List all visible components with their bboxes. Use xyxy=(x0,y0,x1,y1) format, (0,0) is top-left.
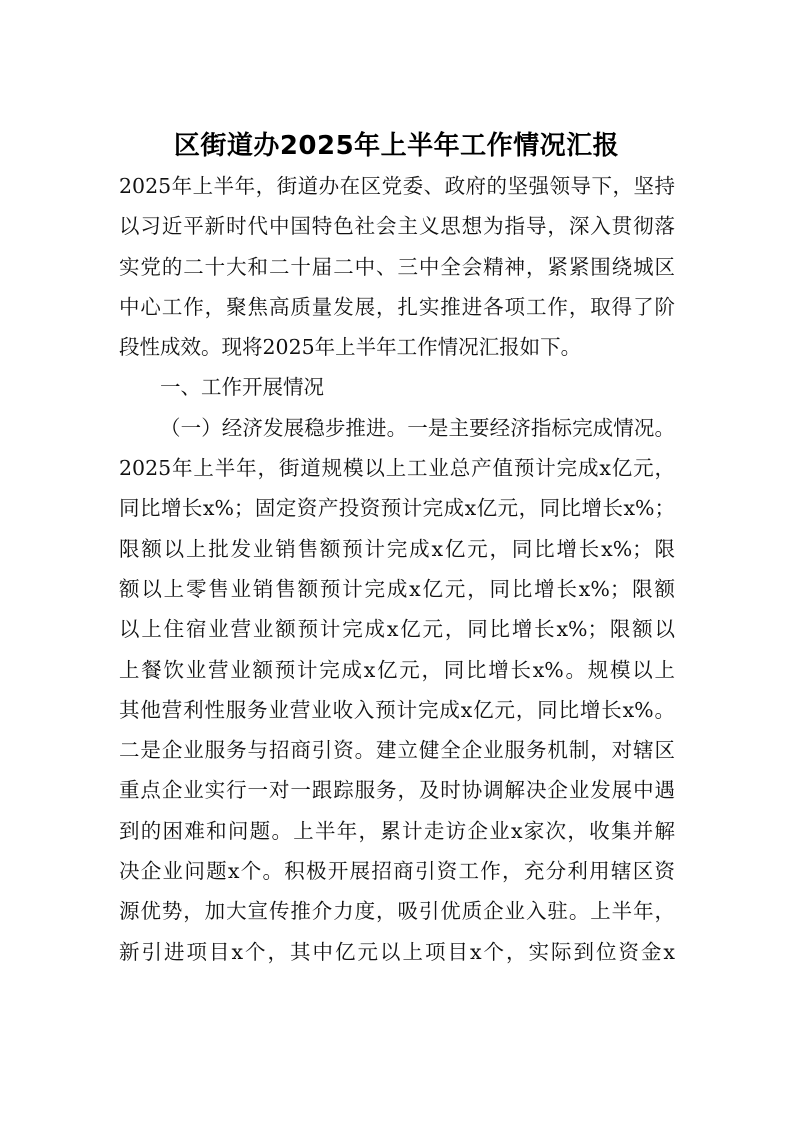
section-heading: 一、工作开展情况 xyxy=(160,375,324,400)
paragraph-line: 以上住宿业营业额预计完成x亿元，同比增长x%；限额以 xyxy=(119,617,675,642)
paragraph-line: 重点企业实行一对一跟踪服务，及时协调解决企业发展中遇 xyxy=(119,778,675,803)
paragraph-line: 以习近平新时代中国特色社会主义思想为指导，深入贯彻落 xyxy=(119,214,675,239)
paragraph-line: 源优势，加大宣传推介力度，吸引优质企业入驻。上半年， xyxy=(119,899,675,924)
document-body xyxy=(119,166,675,972)
paragraph-line: 中心工作，聚焦高质量发展，扎实推进各项工作，取得了阶 xyxy=(119,294,675,319)
paragraph-line: 限额以上批发业销售额预计完成x亿元，同比增长x%；限 xyxy=(119,536,675,561)
paragraph-line: 决企业问题x个。积极开展招商引资工作，充分利用辖区资 xyxy=(119,859,675,884)
paragraph-line: 实党的二十大和二十届二中、三中全会精神，紧紧围绕城区 xyxy=(119,254,675,279)
paragraph-line: 段性成效。现将2025年上半年工作情况汇报如下。 xyxy=(119,335,582,360)
document-title: 区街道办2025年上半年工作情况汇报 xyxy=(173,131,620,161)
paragraph-line: 二是企业服务与招商引资。建立健全企业服务机制，对辖区 xyxy=(119,738,675,763)
paragraph-line: 2025年上半年，街道规模以上工业总产值预计完成x亿元， xyxy=(119,456,675,481)
paragraph-line: 新引进项目x个，其中亿元以上项目x个，实际到位资金x xyxy=(119,939,675,964)
paragraph-line: 2025年上半年，街道办在区党委、政府的坚强领导下，坚持 xyxy=(119,174,675,198)
subsection-heading-line: （一）经济发展稳步推进。一是主要经济指标完成情况。 xyxy=(160,415,675,440)
paragraph-line: 额以上零售业销售额预计完成x亿元，同比增长x%；限额 xyxy=(119,576,675,601)
paragraph-line: 同比增长x%；固定资产投资预计完成x亿元，同比增长x%； xyxy=(119,496,675,521)
paragraph-line: 上餐饮业营业额预计完成x亿元，同比增长x%。规模以上 xyxy=(119,657,675,682)
paragraph-line: 到的困难和问题。上半年，累计走访企业x家次，收集并解 xyxy=(119,818,675,843)
paragraph-line: 其他营利性服务业营业收入预计完成x亿元，同比增长x%。 xyxy=(119,697,675,722)
